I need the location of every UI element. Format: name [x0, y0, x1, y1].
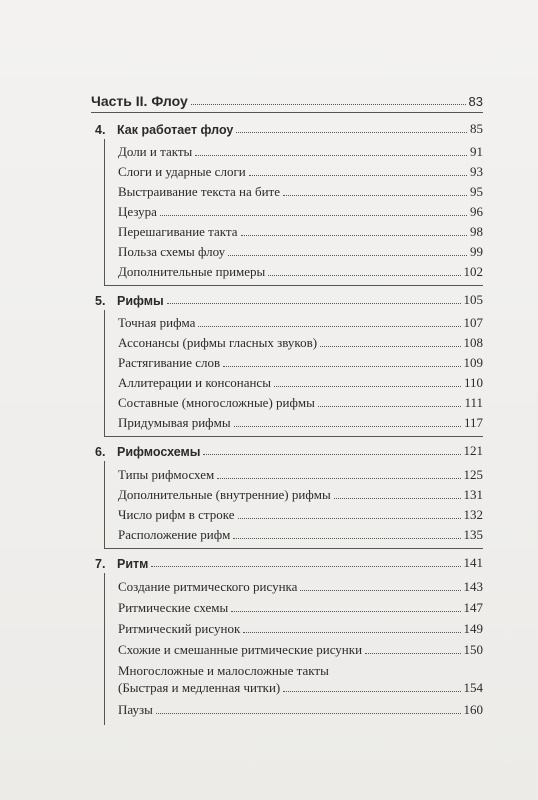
leader-dots	[236, 132, 467, 133]
chapter-vertical-rule	[104, 461, 105, 548]
toc-item	[118, 162, 483, 180]
chapter-rule	[104, 436, 483, 437]
toc-item	[118, 142, 483, 160]
toc-item-title: Число рифм в строке	[118, 507, 235, 522]
toc-item-page: 102	[463, 264, 483, 279]
toc-item-title: Слоги и ударные слоги	[118, 164, 246, 179]
leader-dots	[231, 611, 460, 612]
toc-item	[118, 700, 483, 718]
toc-item	[118, 577, 483, 595]
toc-item-page: 91	[470, 144, 483, 159]
chapter-rule	[104, 548, 483, 549]
leader-dots	[217, 478, 460, 479]
toc-part-entry	[91, 91, 483, 109]
leader-dots	[228, 255, 467, 256]
toc-item-title: Составные (многосложные) рифмы	[118, 395, 315, 410]
leader-dots	[195, 155, 467, 156]
toc-item	[118, 393, 483, 411]
toc-item-page: 107	[463, 315, 483, 330]
toc-item-title: Расположение рифм	[118, 527, 231, 542]
chapter-title: Рифмы	[117, 294, 164, 308]
toc-item-title: Выстраивание текста на бите	[118, 184, 280, 199]
toc-item	[118, 598, 483, 616]
toc-item-title: Ритмические схемы	[118, 600, 229, 615]
chapter-number: 7.	[95, 557, 106, 571]
toc-item-page: 110	[463, 375, 483, 390]
toc-item-title: Аллитерации и консонансы	[118, 375, 271, 390]
leader-dots	[160, 215, 467, 216]
chapter-title: Рифмосхемы	[117, 445, 201, 459]
chapter-page: 121	[463, 443, 483, 458]
toc-item	[118, 333, 483, 351]
toc-item-title: Польза схемы флоу	[118, 244, 226, 259]
toc-item-title: Точная рифма	[118, 315, 196, 330]
toc-item-page: 132	[463, 507, 483, 522]
leader-dots	[283, 691, 460, 692]
toc-item-title: Типы рифмосхем	[118, 467, 215, 482]
toc-item-page: 147	[463, 600, 483, 615]
toc-item-page: 99	[470, 244, 483, 259]
leader-dots	[274, 386, 461, 387]
chapter-page: 105	[463, 292, 483, 307]
toc-item-page: 135	[463, 527, 483, 542]
toc-chapter-entry	[95, 290, 483, 308]
leader-dots	[203, 454, 460, 455]
toc-item	[118, 182, 483, 200]
toc-item-first-line: Многосложные и малосложные такты	[118, 663, 329, 678]
toc-item-page: 154	[463, 680, 483, 695]
leader-dots	[241, 235, 467, 236]
chapter-page: 141	[463, 555, 483, 570]
toc-item-title: Ассонансы (рифмы гласных звуков)	[118, 335, 318, 350]
toc-item	[118, 373, 483, 391]
toc-item-page: 95	[470, 184, 483, 199]
toc-item-page: 150	[463, 642, 483, 657]
leader-dots	[156, 713, 461, 714]
leader-dots	[191, 104, 466, 105]
leader-dots	[320, 346, 460, 347]
chapter-page: 85	[470, 121, 483, 136]
toc-item-title: Создание ритмического рисунка	[118, 579, 298, 594]
toc-item	[118, 678, 483, 696]
toc-item-page: 131	[463, 487, 483, 502]
toc-item	[118, 505, 483, 523]
leader-dots	[300, 590, 460, 591]
toc-item-page: 143	[463, 579, 483, 594]
toc-item-title: Дополнительные примеры	[118, 264, 266, 279]
toc-item-title: Паузы	[118, 702, 153, 717]
toc-item-title: Схожие и смешанные ритмические рисунки	[118, 642, 363, 657]
toc-item-title: Дополнительные (внутренние) рифмы	[118, 487, 331, 502]
toc-item-page: 149	[463, 621, 483, 636]
toc-item-title: (Быстрая и медленная читки)	[118, 680, 281, 695]
leader-dots	[238, 518, 461, 519]
part-page: 83	[468, 94, 483, 109]
chapter-vertical-rule	[104, 310, 105, 436]
toc-item-page: 108	[463, 335, 483, 350]
toc-item	[118, 353, 483, 371]
toc-item	[118, 262, 483, 280]
leader-dots	[249, 175, 467, 176]
toc-chapter-entry	[95, 441, 483, 459]
toc-item-page: 111	[464, 395, 483, 410]
leader-dots	[234, 426, 461, 427]
toc-item-page: 93	[470, 164, 483, 179]
toc-item-title: Цезура	[118, 204, 157, 219]
toc-chapter-entry	[95, 119, 483, 137]
toc-item	[118, 313, 483, 331]
chapter-vertical-rule	[104, 573, 105, 725]
leader-dots	[223, 366, 460, 367]
toc-item	[118, 619, 483, 637]
leader-dots	[283, 195, 467, 196]
toc-item	[118, 413, 483, 431]
part-rule	[91, 112, 483, 113]
leader-dots	[318, 406, 462, 407]
leader-dots	[198, 326, 460, 327]
chapter-title: Ритм	[117, 557, 149, 571]
toc-item-title: Ритмический рисунок	[118, 621, 241, 636]
leader-dots	[365, 653, 460, 654]
chapter-rule	[104, 285, 483, 286]
toc-item-page: 96	[470, 204, 483, 219]
toc-chapter-entry	[95, 553, 483, 571]
toc-item	[118, 202, 483, 220]
toc-item	[118, 242, 483, 260]
leader-dots	[243, 632, 460, 633]
leader-dots	[233, 538, 460, 539]
chapter-vertical-rule	[104, 139, 105, 285]
toc-item	[118, 525, 483, 543]
toc-item-title: Доли и такты	[118, 144, 193, 159]
leader-dots	[268, 275, 460, 276]
toc-item-page: 109	[463, 355, 483, 370]
chapter-number: 5.	[95, 294, 106, 308]
toc-item-title: Придумывая рифмы	[118, 415, 231, 430]
toc-item	[118, 465, 483, 483]
toc-item-page: 117	[463, 415, 483, 430]
chapter-title: Как работает флоу	[117, 123, 234, 137]
part-title: Часть II. Флоу	[91, 93, 188, 109]
toc-item	[118, 222, 483, 240]
leader-dots	[334, 498, 461, 499]
leader-dots	[167, 303, 461, 304]
toc-item-title: Растягивание слов	[118, 355, 221, 370]
leader-dots	[151, 566, 460, 567]
toc-item-page: 160	[463, 702, 483, 717]
toc-item	[118, 640, 483, 658]
toc-item-page: 125	[463, 467, 483, 482]
toc-item-title: Перешагивание такта	[118, 224, 238, 239]
chapter-number: 6.	[95, 445, 106, 459]
chapter-number: 4.	[95, 123, 106, 137]
toc-item-page: 98	[470, 224, 483, 239]
toc-item	[118, 485, 483, 503]
